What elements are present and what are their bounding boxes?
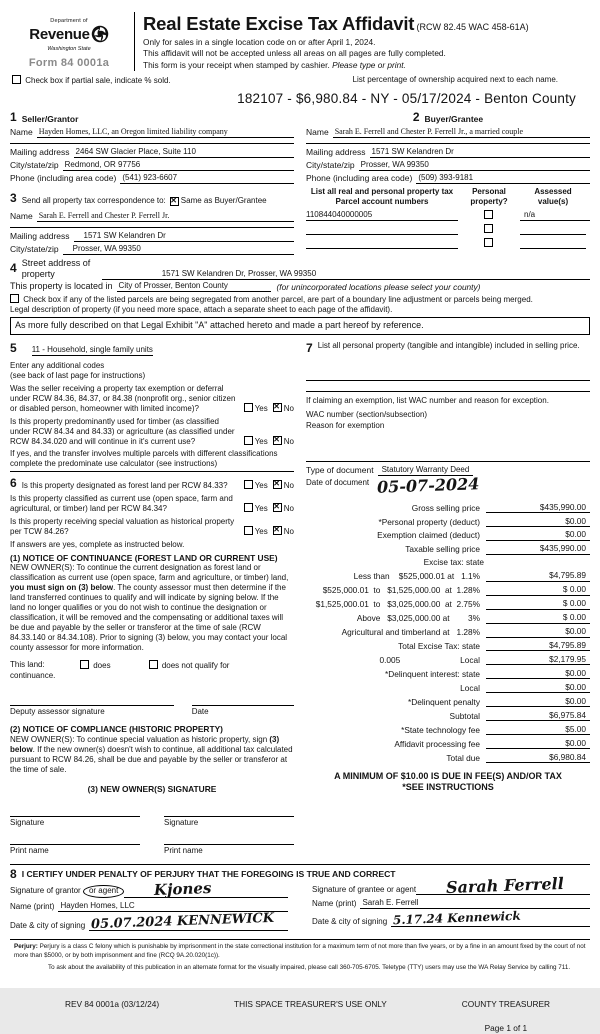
tax-computation-table: Gross selling price $435,990.00 *Personal property (deduct) $0.00 Exemption claimed (deduct) $0.00 Taxable selling price $435,990.00 Excise tax: state Less than $525,000.01 at 1.1% $4,795.89 $525,000.01 to $1,525,000.00 at 1.28% $ 0.00 $1,525,000.01 to $3,025,000.00 at 2.75% $ 0.00 Above $3,025,000.00 at 3% $ 0.00 Agricultural and timberland at 1.28% $0.00 Total Excise Tax: state $4,795.89 0.005 Local $2,179.95 *Delinquent interest: state $0.00 Local $0.00 *Delinquent penalty $0.00 Subtotal $6,975.84 *State technology fee $5.00 Affidavit processing fee $0.00 Total due $6,980.84 xyxy=(306,502,590,764)
deputy-date-line xyxy=(192,695,294,706)
left-column: 5 11 - Household, single family units Enter any additional codes (see back of last page for instructions) Was the seller receiving a property tax exemption or deferral under RCW 84.36, 84.37, or 84.38 (nonprofit org., senior citizen or disabled person, homeowner with limited income)? Yes ✕ No Is this property predominantly used for timber (as classified under RCW 84.34 and 84.33) or agriculture (as classified under RCW 84.34.020 and will continue in it's current use? Yes ✕ No If yes, and the transfer involves multiple parcels with different classifications complete the predominate use calculator (see instructions) 6 Is this property designated as forest land per RCW 84.33? Yes ✕ No Is this property classified as current use (open space, farm and agricultural, or timber) land per RCW 84.34? Yes ✕ No Is this property receiving special valuation as historical property per TCW 84.26? Yes ✕ No If answers are yes, complete as instructed below. (1) NOTICE OF CONTINUANCE (FOREST LAND OR CURRENT USE) NEW OWNER(S): To continue the current designation as forest land or classification as current use (open space, farm and agriculture, or timber) land, you must sign on (3) below. The county assessor must then determine if the land transferred continues to qualify and will indicate by signing below. If the land no longer qualifies or you do not wish to continue the designation or classification, it will be removed and the compensating or additional taxes will be due and payable by the seller or transferor at the time of sale (RCW 84.33.140 or 84.34.108). Prior to signing (3) below, you may contact your local county assessor for more information. This land: does does not qualify for continuance. Deputy assessor signature Date (2) NOTICE OF COMPLIANCE (HISTORIC PROPERTY) NEW OWNER(S): To continue special valuation as historic property, sign (3) below. If the new owner(s) doesn't wish to continue, all additional tax calculated pursuant to RCW 84.26, shall be due and payable by the seller or transferor at the time of sale. (3) NEW OWNER(S) SIGNATURE Signature Signature Print name Print name xyxy=(10,341,294,857)
personal-property-label: List all personal property (tangible and intangible) included in selling price. xyxy=(317,340,580,350)
seller-phone-value: (541) 923-6607 xyxy=(120,173,294,184)
excise-tax-state-header: Excise tax: state xyxy=(423,557,484,568)
street-address-value: 1571 SW Kelandren Dr, Prosser, WA 99350 xyxy=(102,269,590,280)
local-tax-value: $2,179.95 xyxy=(486,654,590,665)
yes-checkbox xyxy=(244,503,253,512)
grantee-signature-handwritten: Sarah Ferrell xyxy=(445,874,565,898)
seller-title: Seller/Grantor xyxy=(21,113,79,124)
agency-sub-label: Washington State xyxy=(47,45,91,52)
personal-property-checkbox xyxy=(484,210,493,219)
same-as-buyer-checkbox xyxy=(170,197,179,206)
section-8: 8 I CERTIFY UNDER PENALTY OF PERJURY THAT THE FOREGOING IS TRUE AND CORRECT Signature of grantor or agent Kjones Name (print) Hayden Homes, LLC Date & city of signing 05.07.2024 KENNEWICK Signature of grantee or agent Sarah Ferrell Name (print) Sarah E. Ferrell Date & city of signing 5.17.24 Kennewick xyxy=(10,864,590,931)
land-use-code: 11 - Household, single family units xyxy=(31,344,153,354)
seller-csz-value: Redmond, OR 97756 xyxy=(63,160,294,171)
dor-logo xyxy=(10,8,128,71)
legal-description-value: As more fully described on that Legal Exhibit "A" attached hereto and made a part hereof by reference. xyxy=(10,317,590,334)
no-checkbox xyxy=(273,503,282,512)
owner-print-name-line-1 xyxy=(10,834,140,845)
personal-property-checkbox xyxy=(484,238,493,247)
current-use-question: Is this property classified as current use (open space, farm and agricultural, or timber) land per RCW 84.34? Yes ✕ No xyxy=(10,494,294,514)
section-3: 3 Send all property tax correspondence to: ✕ Same as Buyer/Grantee xyxy=(10,191,294,206)
total-due-value: $6,980.84 xyxy=(486,752,590,763)
no-checkbox xyxy=(273,403,282,412)
rev-number: REV 84 0001a (03/12/24) xyxy=(65,998,160,1009)
total-excise-tax-state-value: $4,795.89 xyxy=(486,640,590,651)
personal-property-blank-line xyxy=(306,370,590,381)
section-8-number: 8 xyxy=(10,867,17,882)
new-owners-signature-title: (3) NEW OWNER(S) SIGNATURE xyxy=(87,783,217,794)
taxcorr-csz-value: Prosser, WA 99350 xyxy=(63,244,294,255)
form-number: Form 84 0001a xyxy=(28,56,110,69)
certify-statement: I CERTIFY UNDER PENALTY OF PERJURY THAT THE FOREGOING IS TRUE AND CORRECT xyxy=(21,869,396,880)
grantor-print-name-value: Hayden Homes, LLC xyxy=(58,901,288,912)
buyer-name-value: Sarah E. Ferrell and Chester P. Ferrell Jr., a married couple xyxy=(333,127,590,138)
page-title: Real Estate Excise Tax Affidavit (RCW 82.45 WAC 458-61A) xyxy=(143,13,529,34)
page-number: Page 1 of 1 xyxy=(484,1023,528,1034)
deputy-date-label: Date xyxy=(191,707,209,717)
additional-codes-label: Enter any additional codes xyxy=(10,360,105,370)
perjury-notice: Perjury: Perjury is a class C felony which is punishable by imprisonment in the state correctional institution for a maximum term of not more than five years, or by a fine in an amount fixed by the court of not more than $5000, or by both imprisonment and fine (RCQ 9A.20.020(1c)). To ask about the availability of this publication in an alternate format for the visually impaired, please call 360-705-6705. Teletype (TTY) users may use the WA Relay Service by calling 711. xyxy=(10,939,590,973)
county-treasurer-label: COUNTY TREASURER xyxy=(461,998,550,1009)
taxcorr-name-value: Sarah E. Ferrell and Chester P. Ferrell Jr. xyxy=(37,211,294,222)
header-instruction-3: This form is your receipt when stamped by cashier. Please type or print. xyxy=(143,60,406,71)
buyer-section: 2 Buyer/Grantee Name Sarah E. Ferrell and Chester P. Ferrell Jr., a married couple Mailing address 1571 SW Kelandren Dr City/state/zip Prosser, WA 99350 Phone (including area code) (509) 393-9181 List all real and personal property tax Parcel account numbers Personal property? Assessed value(s) 110844040000005 n/a xyxy=(306,110,590,255)
buyer-csz-value: Prosser, WA 99350 xyxy=(359,160,590,171)
parcel-row xyxy=(306,210,590,221)
document-date-handwritten: 05-07-2024 xyxy=(376,473,480,497)
located-in-value: City of Prosser, Benton County xyxy=(117,281,271,292)
deputy-assessor-label: Deputy assessor signature xyxy=(10,707,105,717)
notice-continuance-body: NEW OWNER(S): To continue the current designation as forest land or classification as current use (open space, farm and agriculture, or timber) land, you must sign on (3) below. The county assessor must then determine if the land transferred continues to qualify and will indicate by signing below. If the land no longer qualifies or you do not wish to continue the designation or classification, it will be removed and the compensating or additional taxes will be due and payable by the seller or transferor at the time of sale (RCW 84.33.140 or 84.34.108). Prior to signing (3) below, you may contact your local county assessor for more information. xyxy=(10,563,289,653)
section-4-number: 4 xyxy=(10,261,17,276)
seller-name-value: Hayden Homes, LLC, an Oregon limited liability company xyxy=(37,127,294,138)
continuance-label: continuance. xyxy=(10,671,56,681)
no-checkbox xyxy=(273,480,282,489)
subtotal-value: $6,975.84 xyxy=(486,710,590,721)
wac-number-label: WAC number (section/subsection) xyxy=(306,409,428,419)
seller-mailing-value: 2464 SW Glacier Place, Suite 110 xyxy=(74,147,294,158)
rcw-reference: (RCW 82.45 WAC 458-61A) xyxy=(416,22,529,32)
complete-note: If answers are yes, complete as instructed below. xyxy=(10,539,185,549)
owner-print-name-line-2 xyxy=(164,834,294,845)
same-as-buyer-label: Same as Buyer/Grantee xyxy=(180,195,267,205)
parcel-table-header: List all real and personal property tax Parcel account numbers Personal property? Assessed value(s) xyxy=(310,186,572,206)
form-footer xyxy=(10,999,590,1034)
additional-codes-note: (see back of last page for instructions) xyxy=(10,370,146,380)
owner-signature-line-2 xyxy=(164,806,294,817)
section-3-number: 3 xyxy=(10,190,17,205)
partial-sale-row: Check box if partial sale, indicate % sold. xyxy=(12,75,171,86)
right-column: 7 List all personal property (tangible and intangible) included in selling price. If claiming an exemption, list WAC number and reason for exception. WAC number (section/subsection) Reason for exemption Type of document Statutory Warranty Deed Date of document 05-07-2024 Gross selling price $435,990.00 *Personal property (deduct) $0.00 Exemption claimed (deduct) $0.00 Taxable selling price $435,990.00 Excise tax: state Less than $525,000.01 at 1.1% $4,795.89 $525,000.01 to $1,525,000.00 at 1.28% $ 0.00 $1,525,000.01 to $3,025,000.00 at 2.75% $ 0.00 Above $3,025,000.00 at 3% $ 0.00 Agricultural and timberland at 1.28% $0.00 Total Excise Tax: state $4,795.89 0.005 Local $2,179.95 *Delinquent interest: state $0.00 Local $0.00 *Delinquent penalty $0.00 Subtotal $6,975.84 *State technology fee $5.00 Affidavit processing fee $0.00 Total due $6,980.84 A MINIMUM OF $10.00 IS DUE IN FEE(S) AND/OR TAX *SEE INSTRUCTIONS xyxy=(306,341,590,857)
section-2-number: 2 xyxy=(412,109,420,124)
grantor-signature-label: Signature of grantor or agent xyxy=(10,885,124,898)
assessed-value: n/a xyxy=(520,210,590,221)
treasurer-space-label: THIS SPACE TREASURER'S USE ONLY xyxy=(234,998,387,1009)
yes-checkbox xyxy=(244,403,253,412)
yes-checkbox xyxy=(244,436,253,445)
form-header xyxy=(10,8,590,71)
section-5-number: 5 xyxy=(10,340,17,355)
ownership-note: List percentage of ownership acquired next to each name. xyxy=(352,74,558,84)
yes-checkbox xyxy=(244,480,253,489)
buyer-mailing-value: 1571 SW Kelandren Dr xyxy=(370,147,590,158)
taxable-selling-price-value: $435,990.00 xyxy=(486,543,590,554)
historic-property-question: Is this property receiving special valuation as historical property per TCW 84.26? Yes ✕ No xyxy=(10,517,294,537)
notice-compliance-body: NEW OWNER(S): To continue special valuation as historic property, sign (3) below. If the new owner(s) doesn't wish to continue, all additional tax calculated pursuant to RCW 84.26, shall be due and payable by the seller or transferor at the time of sale. xyxy=(10,734,293,774)
accessibility-note: To ask about the availability of this publication in an alternate format for the visually impaired, please call 360-705-6705. Teletype (TTY) users may use the WA Relay Service by calling 711. xyxy=(48,964,571,972)
land-qualify-row: This land: does does not qualify for xyxy=(10,660,230,671)
seller-section: 1 Seller/Grantor Name Hayden Homes, LLC, an Oregon limited liability company Mailing address 2464 SW Glacier Place, Suite 110 City/state/zip Redmond, OR 97756 Phone (including area code) (541) 923-6607 3 Send all property tax correspondence to: ✕ Same as Buyer/Grantee Name Sarah E. Ferrell and Chester P. Ferrell Jr. Mailing address 1571 SW Kelandren Dr City/state/zip Prosser, WA 99350 xyxy=(10,110,294,255)
grantee-signature-label: Signature of grantee or agent xyxy=(312,885,417,895)
agency-name: Revenue xyxy=(29,25,90,43)
segregated-row: Check box if any of the listed parcels are being segregated from another parcel, are part of a boundary line adjustment or parcels being merged. xyxy=(10,294,590,305)
header-instruction-1: Only for sales in a single location code on or after April 1, 2024. xyxy=(143,36,376,47)
minimum-due-note: A MINIMUM OF $10.00 IS DUE IN FEE(S) AND/OR TAX xyxy=(334,771,562,782)
does-not-checkbox xyxy=(149,660,158,669)
partial-sale-checkbox xyxy=(12,75,21,84)
grantee-date-handwritten: 5.17.24 Kennewick xyxy=(392,908,522,928)
document-type-value: Statutory Warranty Deed xyxy=(378,465,474,476)
no-checkbox xyxy=(273,526,282,535)
deputy-assessor-signature-line xyxy=(10,695,174,706)
header-divider xyxy=(134,12,135,71)
exemption-note: If claiming an exemption, list WAC number and reason for exception. xyxy=(306,395,549,405)
parcel-row xyxy=(306,238,590,249)
header-instruction-2: This affidavit will not be accepted unless all areas on all pages are fully completed. xyxy=(143,48,446,59)
no-checkbox xyxy=(273,436,282,445)
section-7 xyxy=(306,341,590,356)
grantee-print-name-value: Sarah E. Ferrell xyxy=(360,898,590,909)
agency-top-label: Department of xyxy=(50,18,88,24)
grantor-date-handwritten: 05.07.2024 KENNEWICK xyxy=(90,910,275,933)
notice-continuance-title: (1) NOTICE OF CONTINUANCE (FOREST LAND OR CURRENT USE) xyxy=(10,552,278,563)
segregated-checkbox xyxy=(10,294,19,303)
forest-land-question: 6 Is this property designated as forest land per RCW 84.33? Yes ✕ No xyxy=(10,476,294,491)
buyer-title: Buyer/Grantee xyxy=(424,113,484,124)
revenue-swirl-icon xyxy=(91,36,109,45)
predominate-use-note: If yes, and the transfer involves multiple parcels with different classifications complete the predominate use calculator (see instructions) xyxy=(10,449,294,472)
grantor-signature-handwritten: Kjones xyxy=(154,879,212,900)
exemption-deferral-question: Was the seller receiving a property tax exemption or deferral under RCW 84.36, 84.37, or 84.38 (nonprofit org., senior citizen or disabled person, homeowner with limited income)? Yes ✕ No xyxy=(10,384,294,414)
parcel-number-value: 110844040000005 xyxy=(306,210,458,221)
treasurer-stamp-line: 182107 - $6,980.84 - NY - 05/17/2024 - Benton County xyxy=(237,90,576,106)
see-instructions-note: *SEE INSTRUCTIONS xyxy=(402,782,494,793)
section-6-number: 6 xyxy=(10,475,17,490)
section-1-number: 1 xyxy=(10,109,17,124)
does-checkbox xyxy=(80,660,89,669)
gross-selling-price-value: $435,990.00 xyxy=(486,502,590,513)
parcel-row xyxy=(306,224,590,235)
personal-property-checkbox xyxy=(484,224,493,233)
legal-description-label: Legal description of property (if you need more space, attach a separate sheet to each page of the affidavit). xyxy=(10,305,393,315)
section-4: 4 Street address of property 1571 SW Kelandren Dr, Prosser, WA 99350 This property is located in City of Prosser, Benton County (for unincorporated locations please select your county) Check box if any of the listed parcels are being segregated from another parcel, are part of a boundary line adjustment or parcels being merged. Legal description of property (if you need more space, attach a separate sheet to each page of the affidavit). As more fully described on that Legal Exhibit "A" attached hereto and made a part hereof by reference. xyxy=(10,258,590,335)
yes-checkbox xyxy=(244,526,253,535)
reason-exemption-label: Reason for exemption xyxy=(306,420,385,430)
timber-agriculture-question: Is this property predominantly used for timber (as classified under RCW 84.34 and 84.33) or agriculture (as classified under RCW 84.34.020 and will continue in it's current use? Yes ✕ No xyxy=(10,417,294,447)
located-note: (for unincorporated locations please select your county) xyxy=(276,281,481,292)
section-7-number: 7 xyxy=(306,340,313,355)
owner-signature-line-1 xyxy=(10,806,140,817)
notice-compliance-title: (2) NOTICE OF COMPLIANCE (HISTORIC PROPERTY) xyxy=(10,724,223,735)
taxcorr-mailing-value: 1571 SW Kelandren Dr xyxy=(74,231,294,242)
buyer-phone-value: (509) 393-9181 xyxy=(416,173,590,184)
